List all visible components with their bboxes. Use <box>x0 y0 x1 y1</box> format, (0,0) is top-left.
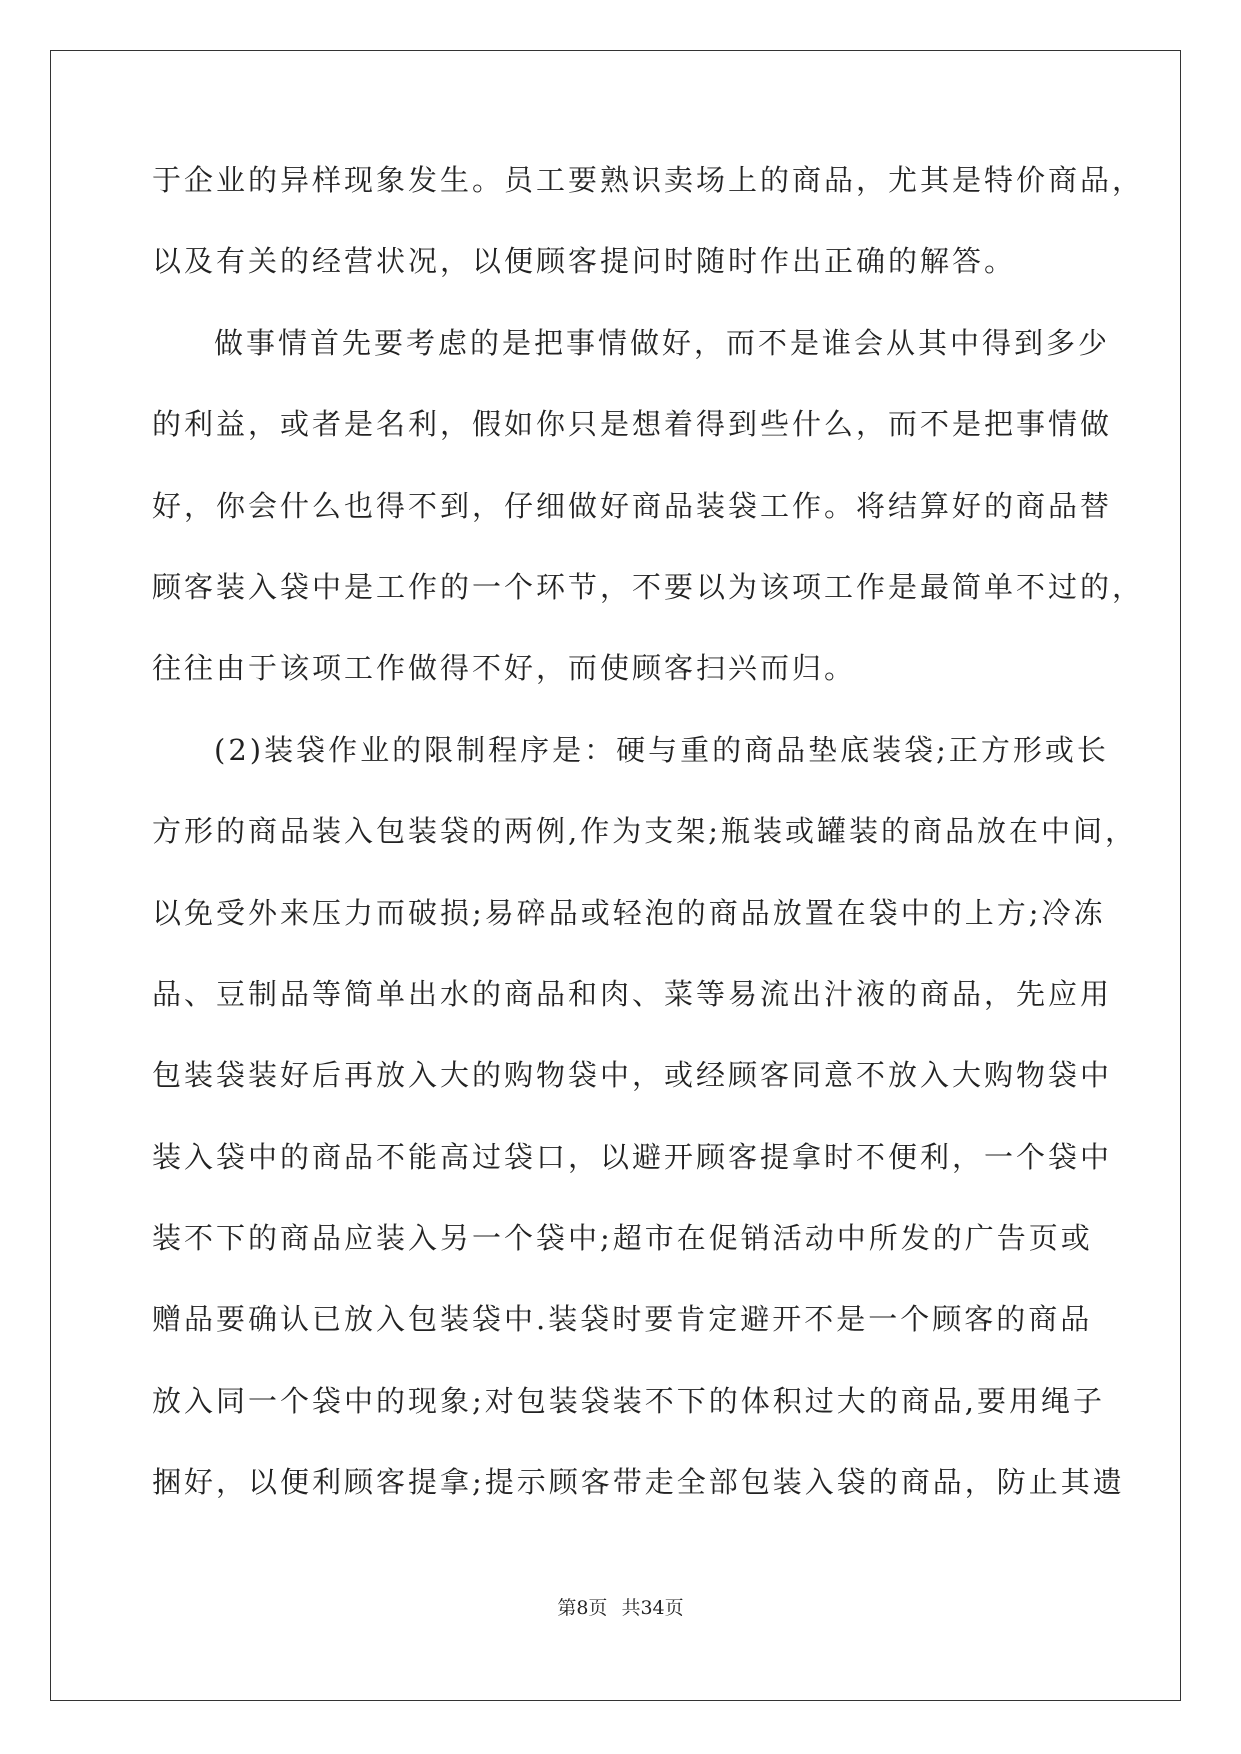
text-line-8: (2)装袋作业的限制程序是：硬与重的商品垫底装袋;正方形或长 <box>214 732 1109 767</box>
text-line-12: 包装袋装好后再放入大的购物袋中，或经顾客同意不放入大购物袋中 <box>152 1058 1113 1093</box>
text-line-10: 以免受外来压力而破损;易碎品或轻泡的商品放置在袋中的上方;冷冻 <box>152 895 1106 930</box>
text-line-4: 的利益，或者是名利，假如你只是想着得到些什么，而不是把事情做 <box>152 407 1113 442</box>
text-line-2: 以及有关的经营状况，以便顾客提问时随时作出正确的解答。 <box>152 244 1017 279</box>
text-line-16: 放入同一个袋中的现象;对包装袋装不下的体积过大的商品,要用绳子 <box>152 1383 1105 1418</box>
text-line-17: 捆好，以便利顾客提拿;提示顾客带走全部包装入袋的商品，防止其遗 <box>152 1465 1125 1500</box>
text-line-14: 装不下的商品应装入另一个袋中;超市在促销活动中所发的广告页或 <box>152 1221 1093 1256</box>
text-line-1: 于企业的异样现象发生。员工要熟识卖场上的商品，尤其是特价商品， <box>152 163 1145 197</box>
text-line-3: 做事情首先要考虑的是把事情做好，而不是谁会从其中得到多少 <box>214 325 1111 360</box>
total-pages: 共34页 <box>621 1597 684 1619</box>
text-line-9: 方形的商品装入包装袋的两例,作为支架;瓶装或罐装的商品放在中间， <box>152 814 1137 849</box>
text-line-13: 装入袋中的商品不能高过袋口，以避开顾客提拿时不便利，一个袋中 <box>152 1139 1113 1174</box>
text-line-7: 往往由于该项工作做得不好，而使顾客扫兴而归。 <box>152 651 857 686</box>
text-line-5: 好，你会什么也得不到，仔细做好商品装袋工作。将结算好的商品替 <box>152 488 1113 523</box>
text-line-15: 赠品要确认已放入包装袋中.装袋时要肯定避开不是一个顾客的商品 <box>152 1302 1093 1337</box>
page-footer <box>0 1593 1241 1620</box>
text-line-11: 品、豆制品等简单出水的商品和肉、菜等易流出汁液的商品，先应用 <box>152 976 1113 1011</box>
document-body <box>152 160 1145 1544</box>
page-number: 第8页 <box>557 1597 608 1619</box>
text-line-6: 顾客装入袋中是工作的一个环节，不要以为该项工作是最简单不过的， <box>152 569 1145 604</box>
